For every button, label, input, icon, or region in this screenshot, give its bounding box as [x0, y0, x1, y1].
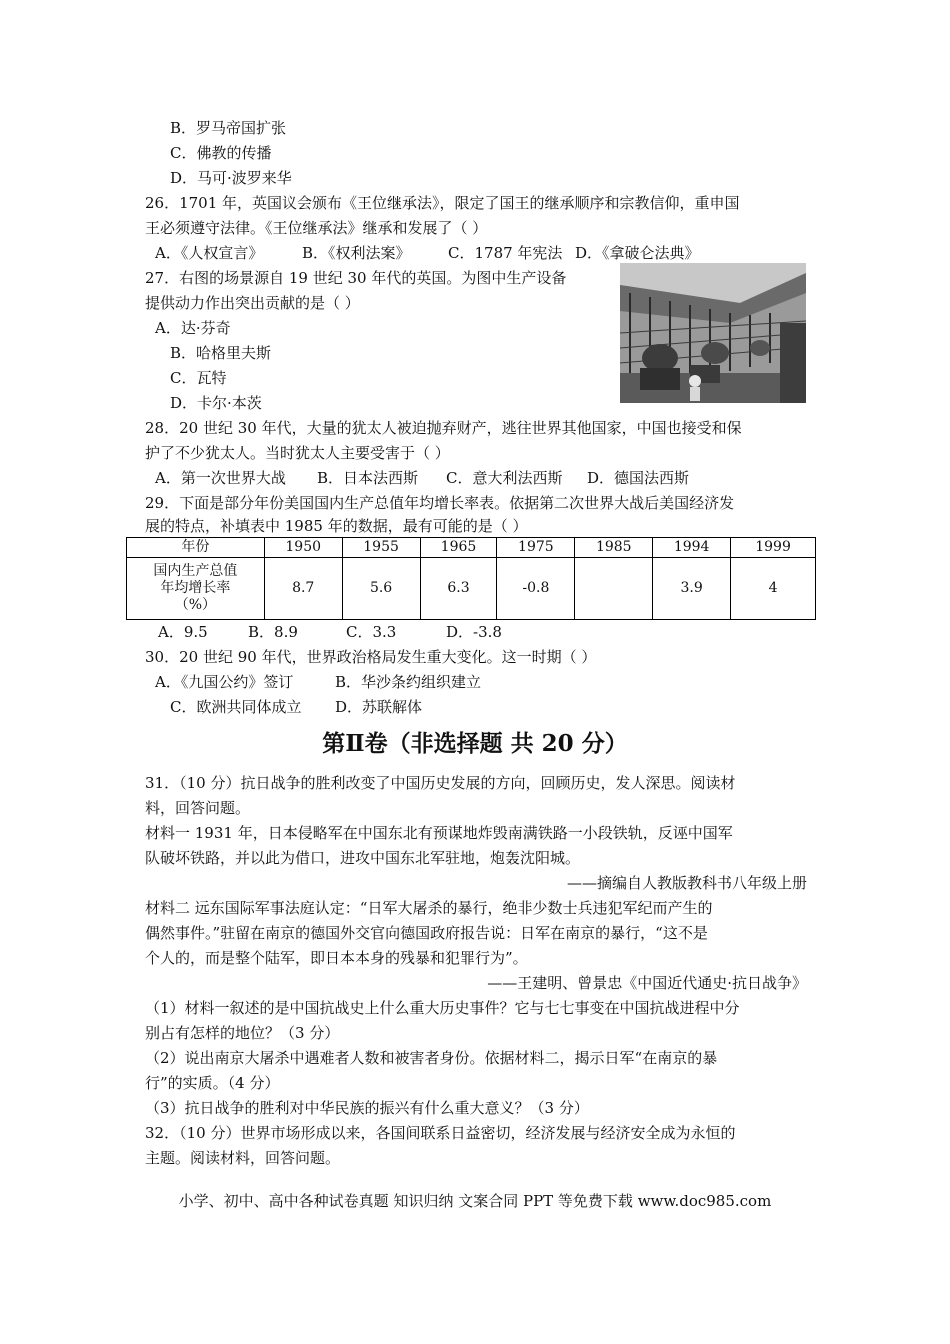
q30-stem: 30．20 世纪 90 年代，世界政治格局发生重大变化。这一时期（ ）: [145, 648, 597, 666]
q27-option-a: A．达·芬奇: [155, 319, 231, 337]
q29-stem-line2: 展的特点，补填表中 1985 年的数据，最有可能的是（ ）: [145, 517, 528, 535]
q25-option-d: D．马可·波罗来华: [170, 169, 292, 187]
q28-option-b: B．日本法西斯: [317, 469, 419, 487]
table-year: 1965: [420, 538, 497, 558]
page-footer: 小学、初中、高中各种试卷真题 知识归纳 文案合同 PPT 等免费下载 www.doc985.com: [178, 1192, 772, 1210]
table-year: 1955: [342, 538, 420, 558]
q29-option-c: C．3.3: [346, 623, 397, 641]
q31-stem-line2: 料，回答问题。: [145, 799, 251, 817]
q31-subquestion1-line2: 别占有怎样的地位？（3 分）: [145, 1024, 340, 1042]
q28-stem-line1: 28．20 世纪 30 年代，大量的犹太人被迫抛弃财产，逃往世界其他国家，中国也接受和保: [145, 419, 742, 437]
q31-subquestion2-line2: 行”的实质。（4 分）: [145, 1074, 280, 1092]
q27-option-c: C．瓦特: [170, 369, 227, 387]
q31-subquestion2-line1: （2）说出南京大屠杀中遇难者人数和被害者身份。依据材料二，揭示日军“在南京的暴: [145, 1049, 718, 1067]
q28-option-c: C．意大利法西斯: [446, 469, 563, 487]
q27-option-d: D．卡尔·本茨: [170, 394, 262, 412]
q26-stem-line2: 王必须遵守法律。《王位继承法》继承和发展了（ ）: [145, 219, 488, 237]
q28-option-a: A．第一次世界大战: [155, 469, 286, 487]
q27-stem-line1: 27．右图的场景源自 19 世纪 30 年代的英国。为图中生产设备: [145, 269, 567, 287]
q31-material2-line1: 材料二 远东国际军事法庭认定：“日军大屠杀的暴行，绝非少数士兵违犯军纪而产生的: [145, 899, 713, 917]
q27-stem-line2: 提供动力作出突出贡献的是（ ）: [145, 294, 360, 312]
q29-stem-line1: 29．下面是部分年份美国国内生产总值年均增长率表。依据第二次世界大战后美国经济发: [145, 494, 735, 512]
factory-machinery-image: [620, 263, 806, 403]
table-value: 3.9: [653, 558, 731, 620]
q31-material1-line1: 材料一 1931 年，日本侵略军在中国东北有预谋地炸毁南满铁路一小段铁轨，反诬中国军: [145, 824, 733, 842]
q31-subquestion1-line1: （1）材料一叙述的是中国抗战史上什么重大历史事件？它与七七事变在中国抗战进程中分: [145, 999, 740, 1017]
q26-stem-line1: 26．1701 年，英国议会颁布《王位继承法》，限定了国王的继承顺序和宗教信仰，重申国: [145, 194, 740, 212]
table-year: 1994: [653, 538, 731, 558]
q31-material2-line2: 偶然事件。”驻留在南京的德国外交官向德国政府报告说：日军在南京的暴行，“这不是: [145, 924, 708, 942]
table-data-row: [127, 558, 816, 620]
q25-option-c: C．佛教的传播: [170, 144, 272, 162]
q28-option-d: D．德国法西斯: [587, 469, 690, 487]
q31-material1-source: ——摘编自人教版教科书八年级上册: [566, 874, 807, 892]
table-value: 4: [731, 558, 816, 620]
table-year: 1975: [497, 538, 575, 558]
row-label-line3: （%）: [174, 597, 217, 613]
q32-stem-line1: 32．（10 分）世界市场形成以来，各国间联系日益密切，经济发展与经济安全成为永恒的: [145, 1124, 736, 1142]
q28-stem-line2: 护了不少犹太人。当时犹太人主要受害于（ ）: [145, 444, 450, 462]
row-label-line2: 年均增长率: [160, 580, 231, 596]
q29-option-a: A．9.5: [158, 623, 208, 641]
table-year: 1999: [731, 538, 816, 558]
table-header-row: [127, 538, 816, 558]
section-title: 第Ⅱ卷（非选择题 共 20 分）: [322, 730, 628, 757]
q29-option-b: B．8.9: [248, 623, 298, 641]
table-value: -0.8: [497, 558, 575, 620]
table-year: 1985: [575, 538, 653, 558]
q25-option-b: B．罗马帝国扩张: [170, 119, 287, 137]
q27-option-b: B．哈格里夫斯: [170, 344, 272, 362]
q26-option-c: C．1787 年宪法: [448, 244, 563, 262]
q26-option-d: D．《拿破仑法典》: [575, 244, 700, 262]
q30-option-c: C．欧洲共同体成立: [170, 698, 302, 716]
table-value: 5.6: [342, 558, 420, 620]
q26-option-b: B．《权利法案》: [302, 244, 411, 262]
q30-option-b: B．华沙条约组织建立: [335, 673, 482, 691]
table-year: 1950: [264, 538, 342, 558]
q30-option-a: A．《九国公约》签订: [155, 673, 294, 691]
q31-material1-line2: 队破坏铁路，并以此为借口，进攻中国东北军驻地，炮轰沈阳城。: [145, 849, 581, 867]
q30-option-d: D．苏联解体: [335, 698, 423, 716]
table-value-blank: [575, 558, 653, 620]
q29-option-d: D．-3.8: [446, 623, 502, 641]
q31-material2-line3: 个人的，而是整个陆军，即日本本身的残暴和犯罪行为”。: [145, 949, 528, 967]
table-value: 8.7: [264, 558, 342, 620]
q31-subquestion3: （3）抗日战争的胜利对中华民族的振兴有什么重大意义？（3 分）: [145, 1099, 589, 1117]
q26-option-a: A．《人权宣言》: [155, 244, 264, 262]
row-label-line1: 国内生产总值: [153, 563, 238, 579]
q31-material2-source: ——王建明、曾景忠《中国近代通史·抗日战争》: [487, 974, 807, 992]
q31-stem-line1: 31．（10 分）抗日战争的胜利改变了中国历史发展的方向，回顾历史，发人深思。阅读材: [145, 774, 736, 792]
table-value: 6.3: [420, 558, 497, 620]
factory-illustration: [620, 263, 806, 403]
q32-stem-line2: 主题。阅读材料，回答问题。: [145, 1149, 341, 1167]
table-row-label: [127, 558, 265, 620]
table-header-label: 年份: [127, 538, 265, 558]
gdp-growth-table: [126, 537, 816, 620]
